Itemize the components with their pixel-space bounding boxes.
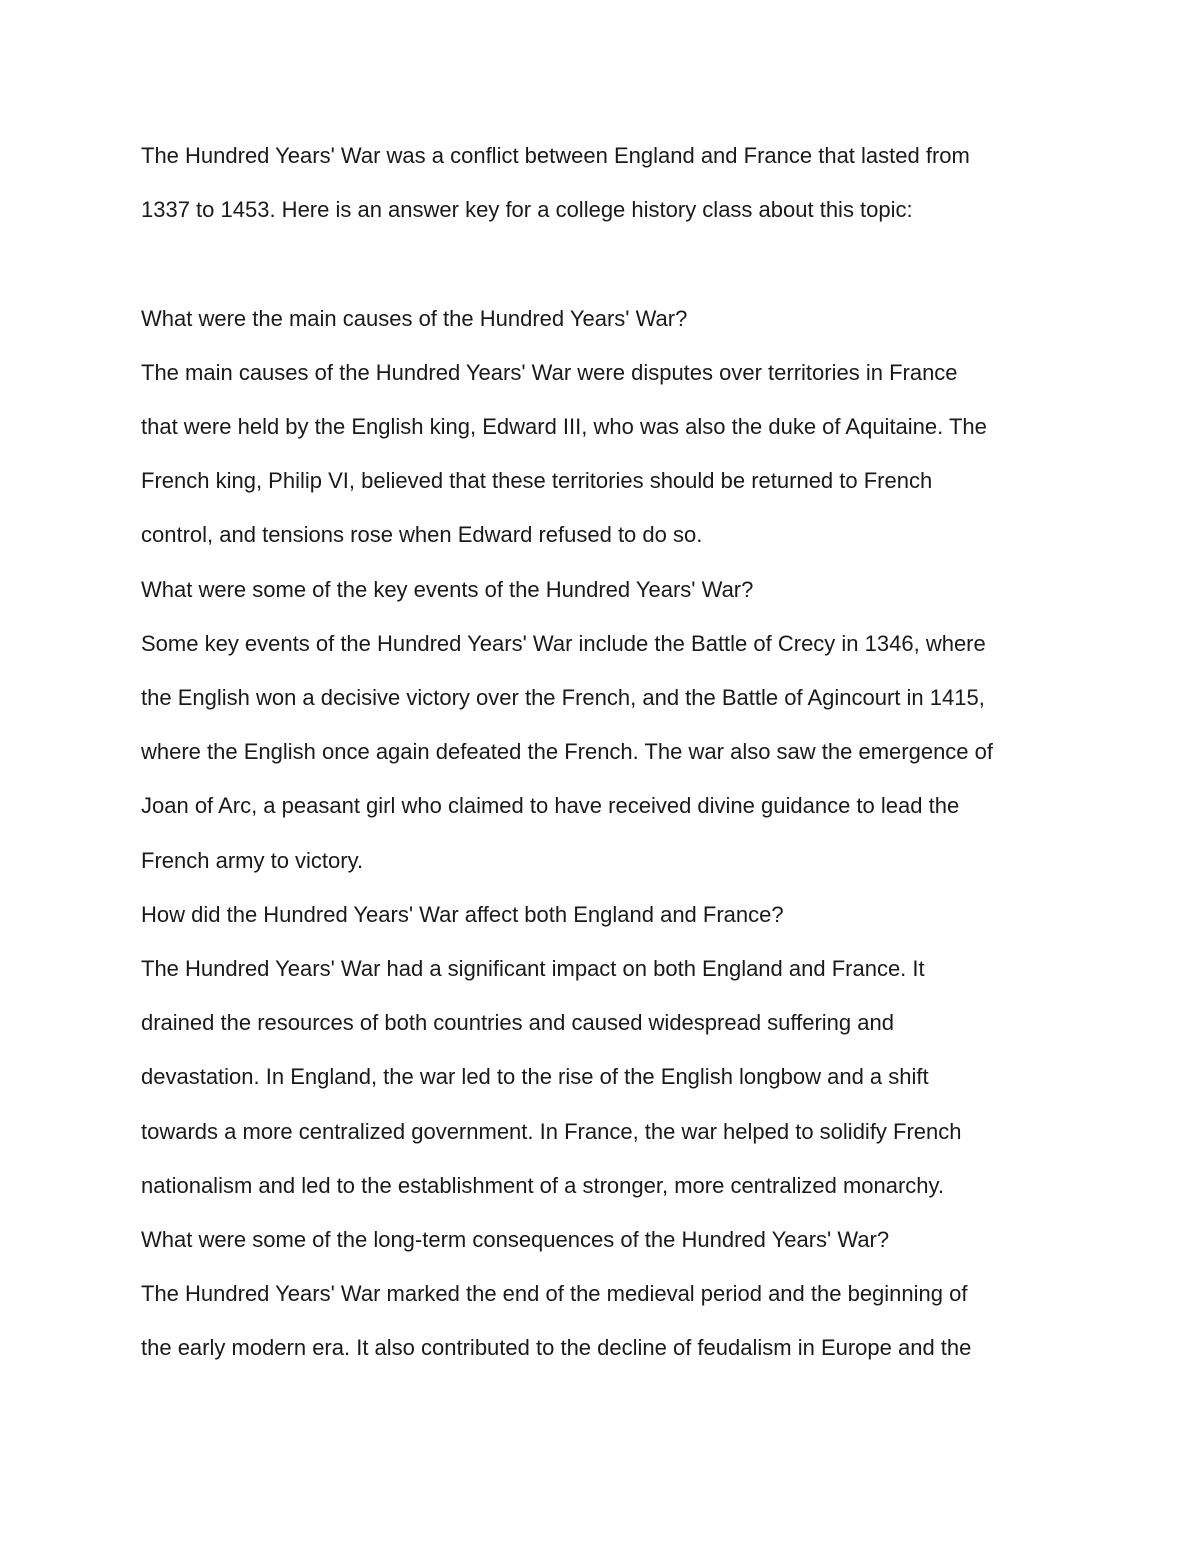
text-line: The Hundred Years' War had a significant impact on both England and France. It [141,956,925,982]
text-line: the English won a decisive victory over the French, and the Battle of Agincourt in 1415, [141,685,985,711]
question-text: What were some of the long-term consequences of the Hundred Years' War? [141,1227,890,1253]
answer-2 [141,617,1071,888]
text-line: that were held by the English king, Edward III, who was also the duke of Aquitaine. The [141,414,987,439]
text-line: The Hundred Years' War was a conflict between England and France that lasted from [141,143,970,168]
intro-paragraph [141,129,1071,237]
question-2 [141,563,1071,617]
text-line: drained the resources of both countries and caused widespread suffering and [141,1010,894,1036]
text-line: French army to victory. [141,847,364,873]
text-line: where the English once again defeated the French. The war also saw the emergence of [141,739,994,765]
text-line: the early modern era. It also contributed to the decline of feudalism in Europe and the [141,1335,972,1361]
question-text: What were some of the key events of the Hundred Years' War? [141,576,754,602]
answer-1 [141,346,1071,563]
text-line: 1337 to 1453. Here is an answer key for a college history class about this topic: [141,197,913,223]
text-line: Joan of Arc, a peasant girl who claimed to have received divine guidance to lead the [141,793,960,819]
text-line: The main causes of the Hundred Years' War were disputes over territories in France [141,359,958,385]
question-3 [141,888,1071,942]
text-line: French king, Philip VI, believed that these territories should be returned to French [141,468,933,494]
question-text: What were the main causes of the Hundred Years' War? [141,305,688,331]
blank-line [141,237,1071,291]
text-line: The Hundred Years' War marked the end of the medieval period and the beginning of [141,1281,968,1307]
text-line: nationalism and led to the establishment of a stronger, more centralized monarchy. [141,1172,945,1198]
document-body [141,129,1071,1376]
answer-4 [141,1267,1071,1375]
question-4 [141,1213,1071,1267]
text-line: control, and tensions rose when Edward refused to do so. [141,522,703,548]
question-1 [141,292,1071,346]
question-text: How did the Hundred Years' War affect both England and France? [141,901,784,927]
answer-3 [141,942,1071,1213]
text-line: towards a more centralized government. In France, the war helped to solidify French [141,1118,962,1144]
text-line: devastation. In England, the war led to the rise of the English longbow and a shift [141,1064,929,1090]
text-line: Some key events of the Hundred Years' War include the Battle of Crecy in 1346, where [141,630,986,656]
